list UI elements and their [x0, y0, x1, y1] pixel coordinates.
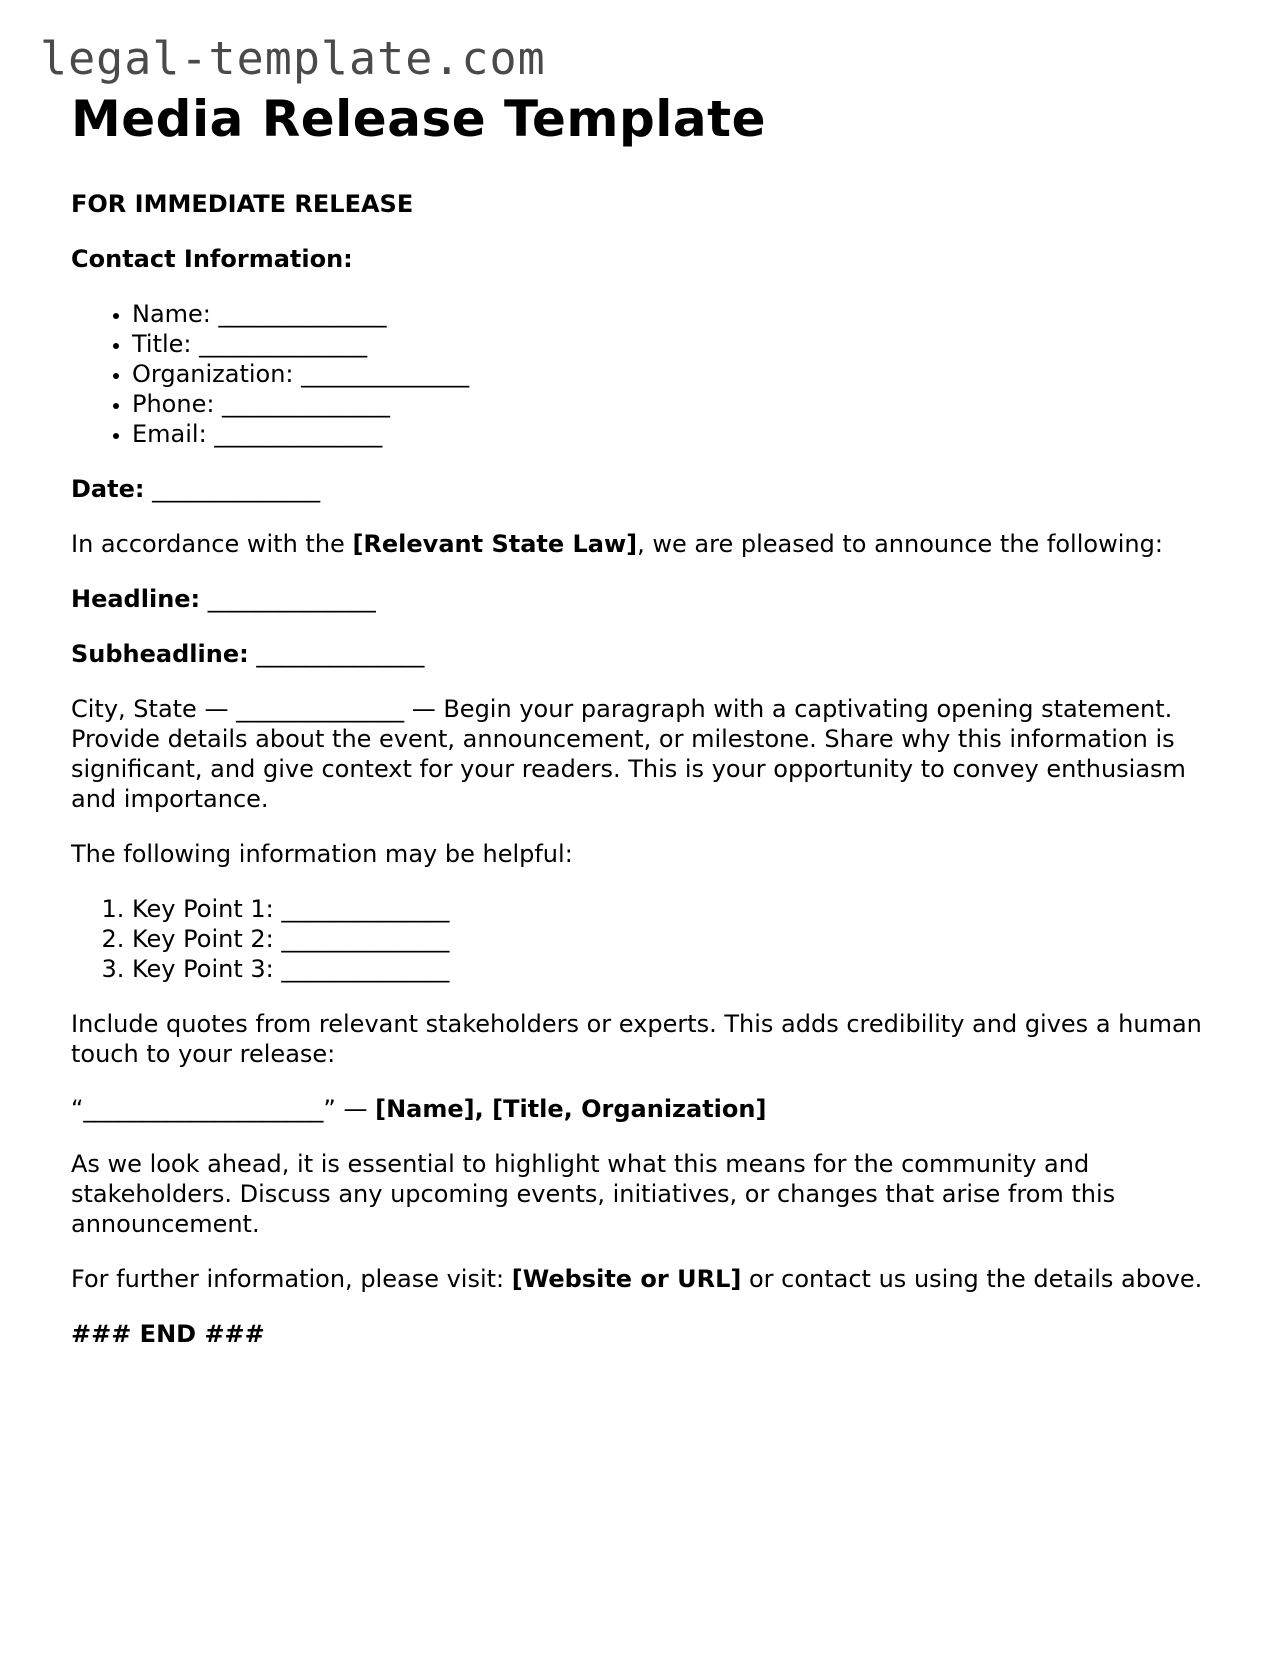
document-title: Media Release Template: [71, 90, 766, 148]
key-point-item: 1. Key Point 1: ______________: [132, 894, 1211, 924]
date-line: [71, 474, 1211, 504]
watermark: legal-template.com: [40, 32, 546, 85]
contact-phone-item: • Phone: ______________: [132, 389, 1211, 419]
subheadline-label: Subheadline:: [71, 640, 249, 668]
contact-title-item: • Title: ______________: [132, 329, 1211, 359]
key-points-list: [71, 894, 1211, 984]
contact-name-item: • Name: ______________: [132, 299, 1211, 329]
further-info-paragraph: [71, 1264, 1211, 1294]
quote-attribution: [Name], [Title, Organization]: [375, 1095, 767, 1123]
contact-organization-item: • Organization: ______________: [132, 359, 1211, 389]
date-blank: ______________: [152, 475, 321, 503]
subheadline-blank: ______________: [256, 640, 425, 668]
outlook-paragraph: As we look ahead, it is essential to highlight what this means for the community and stakeholders. Discuss any upcoming events, initiatives, or changes that arise from this announcement.: [71, 1150, 1116, 1238]
document-page: [71, 88, 1211, 1349]
helpful-intro: The following information may be helpful:: [71, 840, 573, 868]
further-text-before: For further information, please visit:: [71, 1265, 512, 1293]
further-text-after: or contact us using the details above.: [741, 1265, 1203, 1293]
headline-blank: ______________: [207, 585, 376, 613]
intro-text-after: , we are pleased to announce the following:: [637, 530, 1163, 558]
key-point-item: 3. Key Point 3: ______________: [132, 954, 1211, 984]
date-label: Date:: [71, 475, 145, 503]
release-line: FOR IMMEDIATE RELEASE: [71, 190, 414, 218]
headline-label: Headline:: [71, 585, 201, 613]
end-marker: ### END ###: [71, 1320, 265, 1348]
subheadline-line: [71, 639, 1211, 669]
contact-heading: Contact Information:: [71, 245, 353, 273]
body-paragraph: City, State — ______________ — Begin your paragraph with a captivating opening statement. Provide details about the event, announcement, or milestone. Share why this information is significant, and give context for your readers. This is your opportunity to convey enthusiasm and importance.: [71, 695, 1186, 813]
quotes-intro: Include quotes from relevant stakeholders or experts. This adds credibility and gives a human touch to your release:: [71, 1010, 1202, 1068]
headline-line: [71, 584, 1211, 614]
quote-line: [71, 1094, 1211, 1124]
contact-email-item: • Email: ______________: [132, 419, 1211, 449]
quote-text: “____________________” —: [71, 1095, 376, 1123]
key-point-item: 2. Key Point 2: ______________: [132, 924, 1211, 954]
intro-text-before: In accordance with the: [71, 530, 353, 558]
intro-paragraph: [71, 529, 1211, 559]
relevant-state-law: [Relevant State Law]: [352, 530, 638, 558]
contact-list: [71, 299, 1211, 449]
website-placeholder: [Website or URL]: [511, 1265, 742, 1293]
